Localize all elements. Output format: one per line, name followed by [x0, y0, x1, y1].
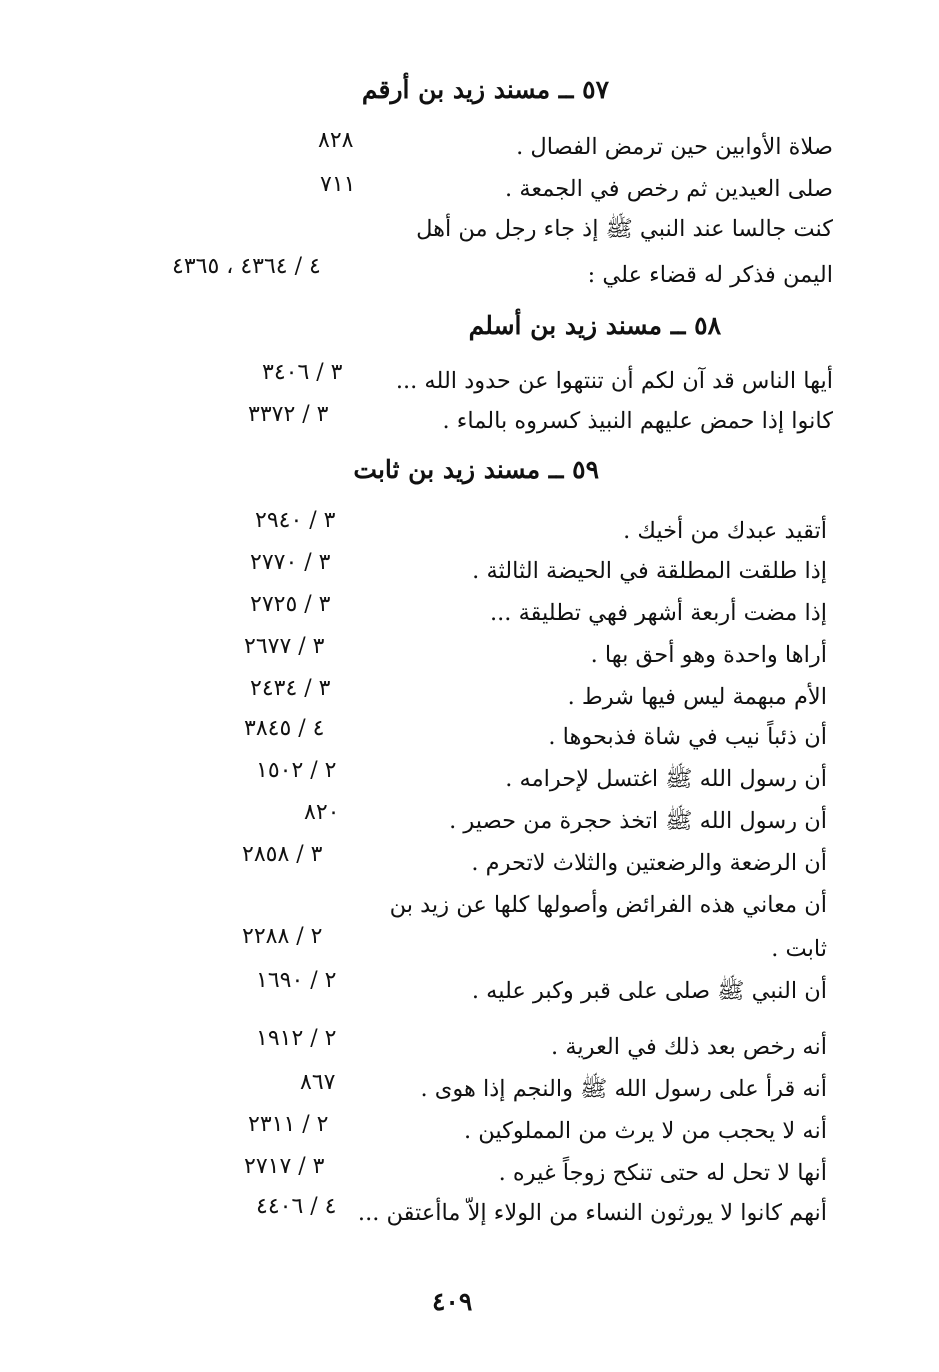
entry-text: إذا مضت أربعة أشهر فهي تطليقة ...: [489, 600, 827, 626]
entry-ref: ٣ / ٢٧٧٠: [250, 550, 331, 575]
entry-text: أن رسول الله ﷺ اتخذ حجرة من حصير .: [449, 808, 827, 834]
entry-ref: ٤ / ٤٤٠٦: [256, 1194, 337, 1219]
entry-text: أراها واحدة وهو أحق بها .: [590, 642, 827, 668]
entry-text: أن الرضعة والرضعتين والثلاث لاتحرم .: [471, 850, 827, 876]
entry-text: أنها لا تحل له حتى تنكح زوجاً غيره .: [498, 1160, 827, 1186]
entry-ref: ٧١١: [320, 172, 356, 197]
entry-ref: ٢ / ١٦٩٠: [256, 968, 337, 993]
entry-text: أيها الناس قد آن لكم أن تنتهوا عن حدود الله ...: [395, 368, 833, 394]
page-number: ٤٠٩: [432, 1287, 473, 1316]
section-heading: ٥٩ ــ مسند زيد بن ثابت: [353, 455, 599, 484]
entry-ref: ٢ / ٢٣١١: [248, 1112, 329, 1137]
entry-text: أن معاني هذه الفرائض وأصولها كلها عن زيد بن: [389, 892, 827, 918]
entry-text: أتقيد عبدك من أخيك .: [623, 518, 827, 544]
entry-ref: ٤ / ٣٨٤٥: [244, 716, 325, 741]
entry-ref: ٣ / ٢٨٥٨: [242, 842, 323, 867]
entry-ref: ٤ / ٤٣٦٤ ، ٤٣٦٥: [172, 254, 321, 279]
entry-ref: ٢ / ١٩١٢: [256, 1026, 337, 1051]
entry-text: كنت جالسا عند النبي ﷺ إذ جاء رجل من أهل: [416, 216, 833, 242]
entry-text: كانوا إذا حمض عليهم النبيذ كسروه بالماء .: [442, 408, 833, 434]
entry-text: أن النبي ﷺ صلى على قبر وكبر عليه .: [471, 978, 827, 1004]
entry-ref: ٨٦٧: [300, 1070, 336, 1095]
entry-ref: ٨٢٨: [318, 128, 354, 153]
entry-ref: ٣ / ٣٣٧٢: [248, 402, 329, 427]
section-heading: ٥٧ ــ مسند زيد بن أرقم: [361, 75, 609, 104]
entry-ref: ٣ / ٢٦٧٧: [244, 634, 325, 659]
entry-text: أنهم كانوا لا يورثون النساء من الولاء إلاّ ماأعتقن ...: [357, 1200, 827, 1226]
entry-ref: ٣ / ٢٧١٧: [244, 1154, 325, 1179]
entry-ref: ٣ / ٢٧٢٥: [250, 592, 331, 617]
entry-text: أن رسول الله ﷺ اغتسل لإحرامه .: [505, 766, 827, 792]
entry-ref: ٣ / ٢٤٣٤: [250, 676, 331, 701]
entry-text: ثابت .: [771, 936, 827, 962]
entry-text: أنه قرأ على رسول الله ﷺ والنجم إذا هوى .: [420, 1076, 827, 1102]
entry-text: الأم مبهمة ليس فيها شرط .: [567, 684, 827, 710]
entry-text: صلاة الأوابين حين ترمض الفصال .: [516, 134, 833, 160]
entry-ref: ٨٢٠: [304, 800, 340, 825]
entry-ref: ٣ / ٢٩٤٠: [255, 508, 336, 533]
entry-text: أنه رخص بعد ذلك في العرية .: [551, 1034, 827, 1060]
section-heading: ٥٨ ــ مسند زيد بن أسلم: [468, 311, 721, 340]
entry-text: اليمن فذكر له قضاء علي :: [587, 262, 833, 288]
entry-text: أنه لا يحجب من لا يرث من المملوكين .: [463, 1118, 827, 1144]
entry-text: صلى العيدين ثم رخص في الجمعة .: [505, 176, 833, 202]
entry-ref: ٢ / ١٥٠٢: [256, 758, 337, 783]
entry-ref: ٢ / ٢٢٨٨: [242, 924, 323, 949]
entry-text: إذا طلقت المطلقة في الحيضة الثالثة .: [472, 558, 827, 584]
entry-ref: ٣ / ٣٤٠٦: [262, 360, 343, 385]
entry-text: أن ذئباً نيب في شاة فذبحوها .: [548, 724, 827, 750]
